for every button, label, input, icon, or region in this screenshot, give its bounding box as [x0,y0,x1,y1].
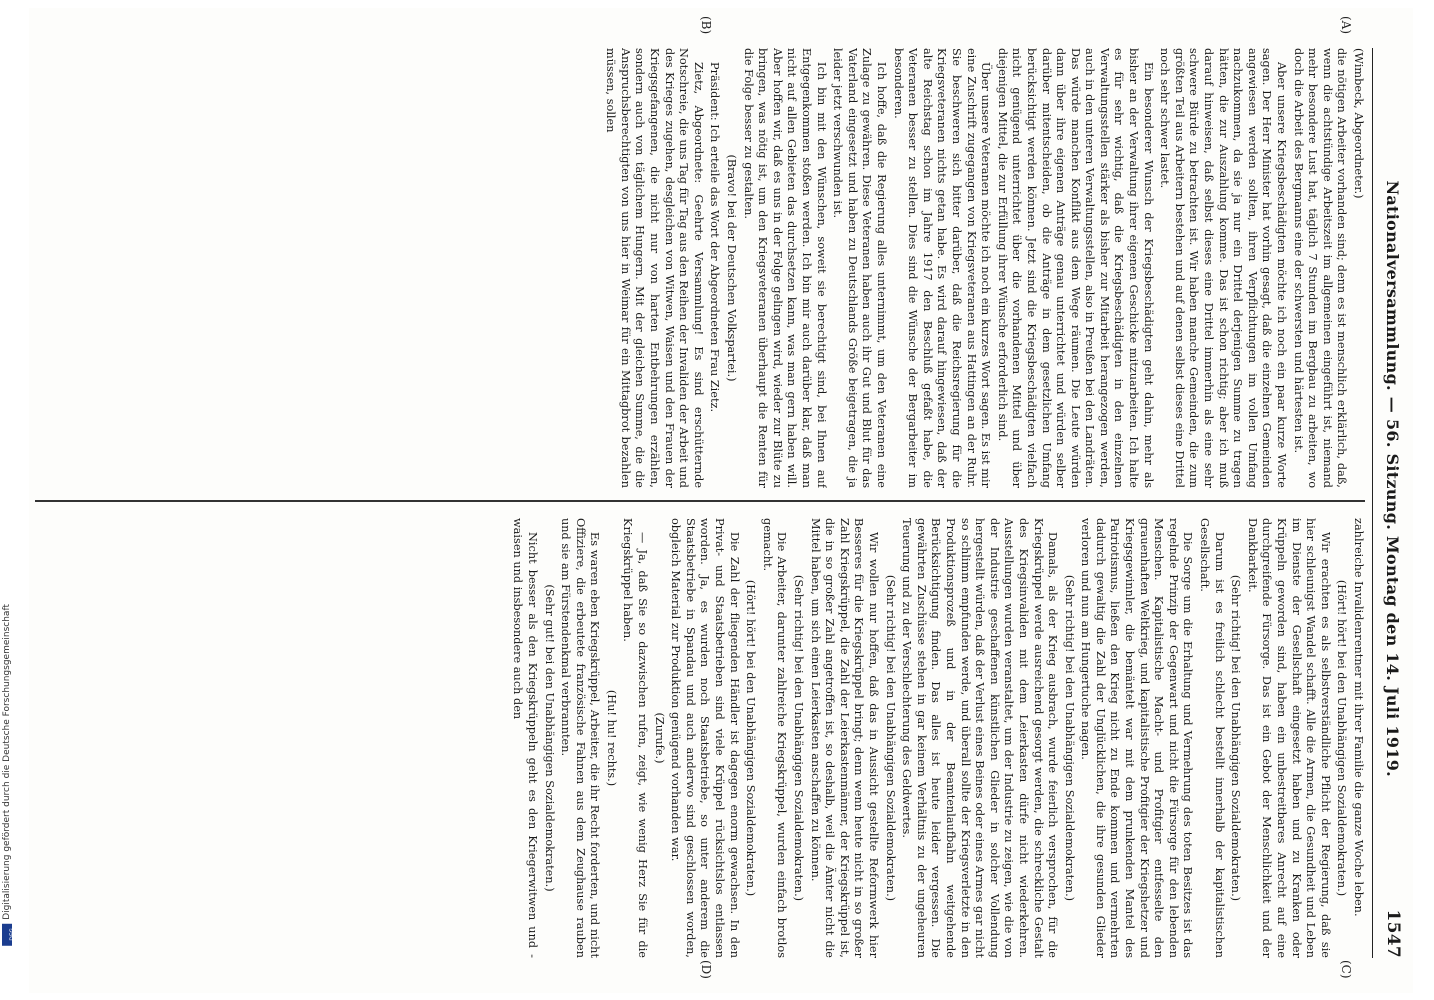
margin-mark-b: (B) [699,16,713,35]
dfg-logo-icon: DFG [2,924,12,946]
interjection: (Zurufe.) [652,712,666,764]
interjection: (Sehr richtig! bei den Unabhängigen Sozialdemokraten.) [792,574,806,902]
paragraph: Über unsere Veteranen möchte ich noch ein kurzes Wort sagen. Es ist mir eine Zuschrift zugegangen von Kriegsveteranen aus Hattingen an der Ruhr. Sie beschweren sich bitter darüber, daß die Reichsregierung für die Kriegsveteranen nichts getan habe. Es wird darauf hingewiesen, daß der alte Reichstag schon im Jahre 1917 den Beschluß gefaßt habe, die Veteranen besser zu stellen. Dies sind die Wünsche der Bergarbeiter im besonderen. [891,48,993,488]
margin-mark-d: (D) [699,960,713,979]
left-text-column [35,48,1365,488]
paragraph: Aber unsere Kriegsbeschädigten möchte ich noch ein paar kurze Worte sagen. Der Herr Minister hat vorhin gesagt, daß die einzelnen Gemeinden angewiesen werden sollten, ihren Verpflichtungen im vollen Umfang nachzukommen, da sie ja nur ein Drittel derjenigen Summe zu tragen hätten, die zur Auszahlung komme. Das ist schon richtig; aber ich muß darauf hinweisen, daß selbst dieses eine Drittel immerhin als eine sehr schwere Bürde zu betrachten ist. Wir haben manche Gemeinden, die zum größten Teil aus Arbeitern bestehen und auf denen selbst dieses eine Drittel noch sehr schwer lastet. [1158,48,1289,488]
paragraph: Es waren eben Kriegskrüppel, Arbeiter, die ihr Recht forderten, und nicht Offiziere, die erbeutete französische Fahnen aus dem Zeughause rauben und sie am Fürstendenkmal verbrannten. [559,518,602,958]
interjection: (Sehr gut! bei den Unabhängigen Sozialdemokraten.) [542,584,556,892]
speaker-continuation: (Wimbeck, Abgeordneter.) [1352,48,1365,199]
margin-mark-c: (C) [1339,960,1353,979]
paragraph: — Ja, daß Sie so dazwischen rufen, zeigt, wie wenig Herz Sie für die Kriegskrüppel haben. [621,518,650,958]
interjection: (Hört! hört! bei den Unabhängigen Sozialdemokraten.) [744,579,758,897]
president-statement: Präsident: Ich erteile das Wort der Abgeordneten Frau Zietz. [708,62,722,413]
speaker-paragraph: Zietz, Abgeordnete: Geehrte Versammlung! Es sind erschütternde Notschreie, die uns Tag für Tag aus den Reihen der Invaliden der Arbeit und des Krieges zugehen, desgleichen von Witwen, Waisen und den Frauen der Kriegsgefangenen, die nicht nur von harten Entbehrungen erzählen, sondern auch von täglichem Hungern. Mit der gleichen Summe, die die Anspruchsberechtigten von uns hier in Weimar für ein Mittagbrot bezahlen müssen, sollen [604,48,705,488]
page-header [1372,48,1413,958]
paragraph: Die Arbeiter, darunter zahlreiche Kriegskrüppel, wurden einfach brotlos gemacht. [760,518,789,958]
paragraph: Wir erachten es als selbstverständliche Pflicht der Regierung, daß sie hier schleunigst Wandel schafft. Alle die Armen, die Gesundheit und Leben im Dienste der Gesellschaft eingesetzt haben und zu Kranken oder Krüppeln geworden sind, haben ein unbestreitbares Anrecht auf eine durchgreifende Fürsorge. Das ist ein Gebot der Menschlichkeit und der Dankbarkeit. [1245,518,1332,958]
paragraph: die nötigen Arbeiter vorhanden sind; denn es ist menschlich erklärlich, daß, wenn die achtstündige Arbeitszeit im allgemeinen eingeführt ist, niemand mehr besondere Lust hat, täglich 7 Stunden im Bergbau zu arbeiten, wo doch die Arbeit des Bergmanns eine der schwersten und härtesten ist. [1291,48,1349,488]
interjection: (Sehr richtig! bei den Unabhängigen Sozialdemokraten.) [1229,574,1243,902]
paragraph: Ein besonderer Wunsch der Kriegsbeschädigten geht dahin, mehr als bisher an der Verwaltung ihrer eigenen Geschicke mitzuarbeiten. Ich halte es für sehr wichtig, daß die Kriegsbeschädigten in den einzelnen Verwaltungsstellen stärker als bisher zur Mitarbeit herangezogen werden, auch in den unteren Verwaltungsstellen, also in Preußen bei den Landräten. Das würde manchen Konflikt aus dem Wege räumen. Die Leute würden dann über ihre eigenen Anträge genau unterrichtet und würden selber darüber mitentscheiden, ob die Anträge in dem gesetzlichen Umfang berücksichtigt werden können. Jetzt sind die Kriegsbeschädigten vielfach nicht genügend unterrichtet über die vorhandenen Mittel und über diejenigen Mittel, die zur Erfüllung ihrer Wünsche erforderlich sind. [995,48,1155,488]
margin-mark-a: (A) [1339,16,1353,35]
page-number: 1547 [1383,909,1403,958]
interjection: (Hu! hu! rechts.) [604,689,618,787]
right-text-column [35,518,1365,958]
interjection: (Hört! hört! bei den Unabhängigen Sozialdemokraten.) [1335,579,1349,897]
interjection: (Sehr richtig! bei den Unabhängigen Sozialdemokraten.) [1062,574,1076,902]
applause-note: (Bravo! bei der Deutschen Volkspartei.) [725,154,739,382]
interjection: (Sehr richtig! bei den Unabhängigen Sozialdemokraten.) [883,574,897,902]
paragraph: Die Zahl der fliegenden Händler ist dagegen enorm gewachsen. In den Privat- und Staatsbetrieben sind viele Krüppel rücksichtslos entlassen worden. Ja, es wurden noch Staatsbetriebe, so unter anderem die Staatsbetriebe in Spandau und auch anderwo sind geschlossen worden, obgleich Material zur Produktion genügend vorhanden war. [669,518,741,958]
paragraph: Ich hoffe, daß die Regierung alles unternimmt, um den Veteranen eine Zulage zu gewähren. Diese Veteranen haben auch ihr Gut und Blut für das Vaterland eingesetzt und haben zu Deutschlands Größe beigetragen, die ja leider jetzt verschwunden ist. [831,48,888,488]
digitization-credit [2,604,16,946]
paragraph: Die Sorge um die Erhaltung und Vermehrung des toten Besitzes ist das regelnde Prinzip der Gegenwart und nicht die Fürsorge für den lebenden Menschen. Kapitalistische Macht- und Profitgier entfesselte den grauenhaften Weltkrieg, und kapitalistische Profitgier der Kriegshetzer und Kriegsgewinnler, die bemäntelt war mit dem prunkenden Mantel des Patriotismus, ließen den Krieg nicht zu Ende kommen und vermehrten dadurch gewaltig die Zahl der Unglücklichen, die ihre gesunden Glieder verloren und nun am Hungertuche nagen. [1079,518,1195,958]
paragraph: Darum ist es freilich schlecht bestellt innerhalb der kapitalistischen Gesellschaft. [1198,518,1226,958]
column-divider [35,500,1365,502]
paragraph: zahlreiche Invalidenrentner mit ihrer Familie die ganze Woche leben. [1352,518,1365,917]
paragraph: Ich bin mit den Wünschen, soweit sie berechtigt sind, bei Ihnen auf Entgegenkommen stoßen werden. Ich bin mir auch darüber klar, daß man nicht auf allen Gebieten das durchsetzen kann, was man gern haben will. Aber hoffen wir, daß es uns in der Folge gelingen wird, wieder zur Blüte zu bringen, was nötig ist, um den Kriegsveteranen überhaupt die Renten für die Folge besser zu gestalten. [741,48,828,488]
paragraph: Wir wollen nur hoffen, daß das in Aussicht gestellte Reformwerk hier Besseres für die Kriegskrüppel bringt; denn wenn heute nicht in so großer Zahl Kriegskrüppel, die Zahl der Leierkastenmänner, der Kriegskrüppel ist, die in so großer Zahl angetroffen ist, so deshalb, weil die Ämter nicht die Mittel haben, um sich einen Leierkasten anschaffen zu können. [808,518,880,958]
paragraph: Nicht besser als den Kriegskrüppeln geht es den Kriegerwitwen und -waisen und insbesondere auch den [511,518,539,958]
rotated-document-page [29,8,1413,993]
paragraph: Damals, als der Krieg ausbrach, wurde feierlich versprochen, für die Kriegskrüppel werde ausreichend gesorgt werden, die schreckliche Gestalt des Kriegsinvaliden mit dem Leierkasten dürfe nicht wiederkehren. Ausstellungen wurden veranstaltet, um der Industrie zu zeigen, wie die von der Industrie geschaffenen künstlichen Glieder in solcher Vollendung hergestellt würden, daß der Verlust eines Beines oder eines Armes gar nicht so schlimm empfunden werde, und überall sollte der Kriegsverletzte in den Produktionsprozeß und in der Beamtenlaufbahn weitgehende Berücksichtigung finden. Das alles ist heute leider vergessen. Die gewährten Zuschüsse stehen in gar keinem Verhältnis zu der ungeheuren Teuerung und zu der Verschlechterung des Geldwertes. [900,518,1060,958]
page-header-title: Nationalversammlung. — 56. Sitzung. Montag den 14. Juli 1919. [1383,180,1403,778]
credit-text: Digitalisierung gefördert durch die Deutsche Forschungsgemeinschaft [2,604,12,920]
